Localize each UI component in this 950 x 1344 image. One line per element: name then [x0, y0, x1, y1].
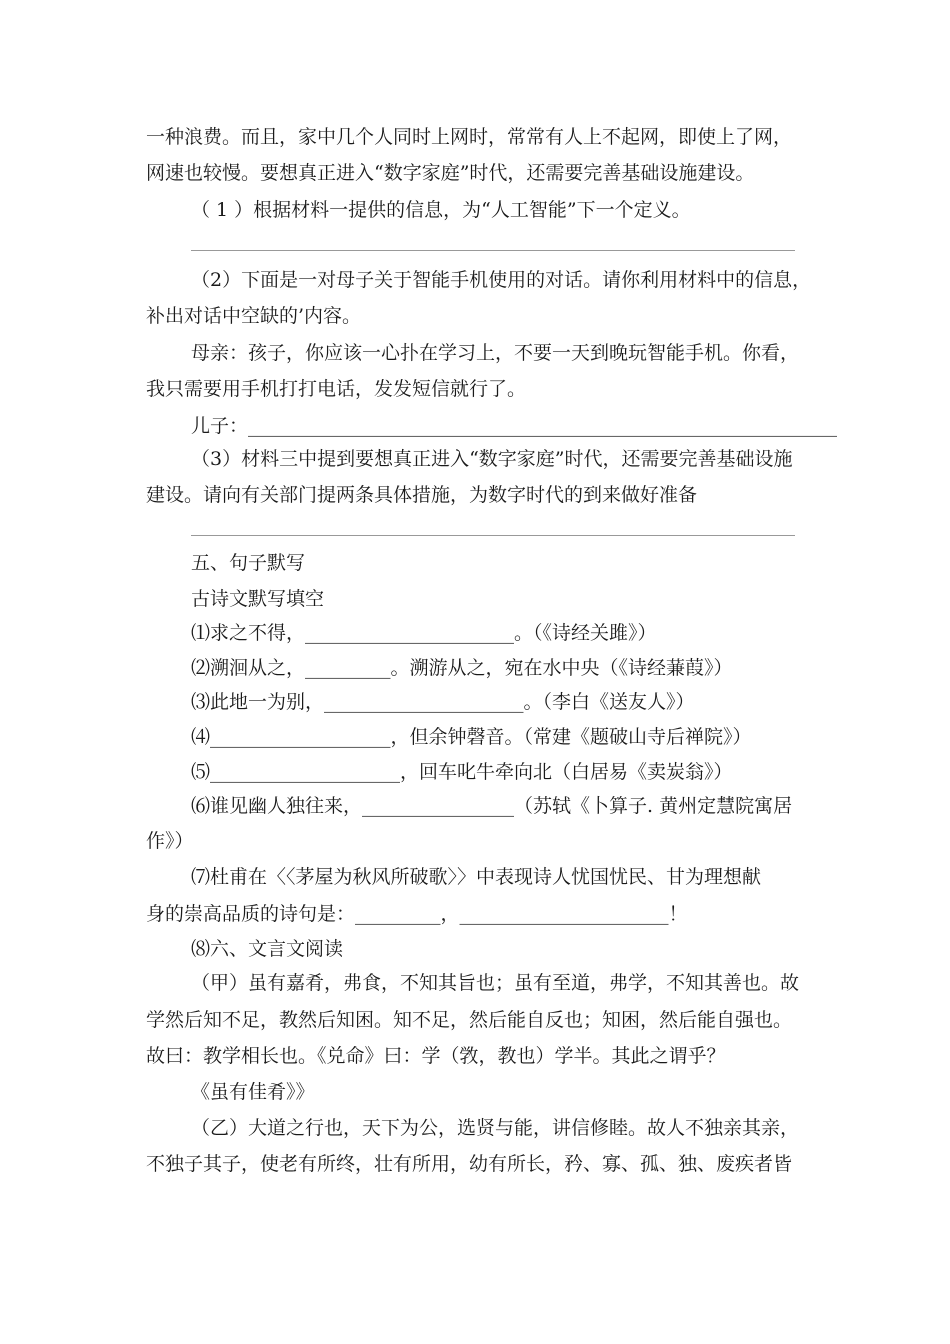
- answer-line-1: [191, 250, 795, 251]
- question-2: （2）下面是一对母子关于智能手机使用的对话。请你利用材料中的信息，: [191, 269, 812, 291]
- poem-item-6: ⑹谁见幽人独往来，________________（苏轼《卜算子. 黄州定慧院寓居: [191, 795, 793, 817]
- poem-item-2: ⑵溯洄从之，_________。溯游从之，宛在水中央（《诗经蒹葭》）: [191, 657, 733, 679]
- poem-item-1: ⑴求之不得，______________________。（《诗经关雎》）: [191, 622, 657, 644]
- paragraph-line: 网速也较慢。要想真正进入“数字家庭”时代，还需要完善基础设施建设。: [146, 162, 755, 184]
- mother-dialogue-cont: 我只需要用手机打打电话，发发短信就行了。: [146, 378, 527, 400]
- poem-item-4: ⑷___________________，但余钟磬音。（常建《题破山寺后禅院》）: [191, 726, 752, 748]
- section-5-subtitle: 古诗文默写填空: [191, 588, 325, 610]
- question-3: （3）材料三中提到要想真正进入“数字家庭”时代，还需要完善基础设施: [191, 448, 793, 470]
- poem-item-7: ⑺杜甫在〈〈茅屋为秋风所破歌〉〉中表现诗人忧国忧民、甘为理想献: [191, 866, 762, 888]
- poem-item-3: ⑶此地一为别，_____________________。（李白《送友人》）: [191, 691, 695, 713]
- answer-line-3: [191, 535, 795, 536]
- question-3-cont: 建设。请向有关部门提两条具体措施，为数字时代的到来做好准备: [146, 484, 698, 506]
- poem-item-5: ⑸____________________，回车叱牛牵向北（白居易《卖炭翁》）: [191, 761, 733, 783]
- poem-item-6-cont: 作》）: [146, 830, 194, 852]
- passage-jia: （甲）虽有嘉肴，弗食，不知其旨也；虽有至道，弗学，不知其善也。故: [191, 972, 800, 994]
- section-5-title: 五、句子默写: [191, 552, 306, 574]
- paragraph-line: 一种浪费。而且，家中几个人同时上网时，常常有人上不起网，即使上了网，: [146, 126, 793, 148]
- question-2-cont: 补出对话中空缺的’内容。: [146, 305, 362, 327]
- passage-yi-line: 不独子其子，使老有所终，壮有所用，幼有所长，矜、寡、孤、独、废疾者皆: [146, 1153, 793, 1175]
- section-6-title: ⑻六、文言文阅读: [191, 938, 344, 960]
- passage-yi: （乙）大道之行也，天下为公，选贤与能，讲信修睦。故人不独亲其亲，: [191, 1117, 800, 1139]
- passage-jia-line: 学然后知不足，教然后知困。知不足，然后能自反也；知困，然后能自强也。: [146, 1009, 793, 1031]
- passage-jia-line: 故曰：教学相长也。《兑命》曰：学（敩，教也）学半。其此之谓乎？: [146, 1045, 726, 1067]
- son-dialogue: 儿子：______________________________________________________________: [191, 415, 838, 437]
- mother-dialogue: 母亲：孩子，你应该一心扑在学习上，不要一天到晚玩智能手机。你看，: [191, 342, 800, 364]
- question-1: （ 1 ）根据材料一提供的信息，为“人工智能”下一个定义。: [191, 199, 691, 221]
- poem-item-7-cont: 身的崇高品质的诗句是：_________，______________________！: [146, 903, 688, 925]
- passage-jia-source: 《虽有佳肴》》: [191, 1081, 315, 1103]
